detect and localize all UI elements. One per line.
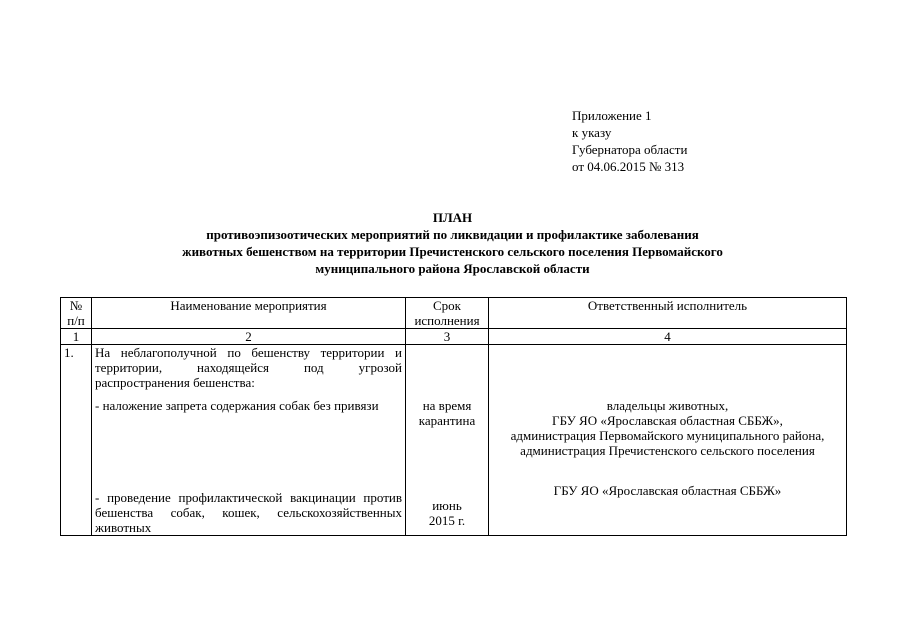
- term-item: 2015 г.: [428, 513, 466, 528]
- table-row: [61, 345, 847, 536]
- executor-item: владельцы животных,: [606, 398, 729, 413]
- table-header-row: [61, 298, 847, 329]
- term-item: на время: [422, 398, 472, 413]
- executor-item: администрация Первомайского муниципального района, администрация Пречистенского сельского поселения: [510, 428, 825, 458]
- row-executors: [489, 345, 847, 536]
- header-name: Наименование мероприятия: [92, 298, 406, 329]
- plan-table: [60, 297, 847, 536]
- row-number: 1.: [61, 345, 92, 536]
- column-number-row: [61, 329, 847, 345]
- title-line: противоэпизоотических мероприятий по ликвидации и профилактике заболевания: [206, 227, 699, 242]
- executor-item: ГБУ ЯО «Ярославская областная СББЖ»,: [552, 413, 783, 428]
- document-title: [60, 209, 845, 277]
- column-number: 3: [406, 329, 489, 345]
- appendix-line: Приложение 1: [572, 108, 652, 123]
- appendix-date-line: от 04.06.2015 № 313: [572, 159, 685, 174]
- title-heading: ПЛАН: [432, 210, 473, 225]
- executor-item: ГБУ ЯО «Ярославская областная СББЖ»: [553, 483, 782, 498]
- appendix-line: к указу: [572, 125, 612, 140]
- appendix-note: [572, 107, 687, 175]
- row-measures: [92, 345, 406, 536]
- measure-item: - проведение профилактической вакцинации против бешенства собак, кошек, сельскохозяйственных животных: [95, 490, 402, 535]
- column-number: 1: [61, 329, 92, 345]
- appendix-line: Губернатора области: [572, 142, 688, 157]
- term-item: карантина: [418, 413, 476, 428]
- header-executor: Ответственный исполнитель: [489, 298, 847, 329]
- header-term: Срок исполнения: [406, 298, 489, 329]
- title-line: животных бешенством на территории Пречистенского сельского поселения Первомайского: [182, 244, 723, 259]
- column-number: 2: [92, 329, 406, 345]
- measure-item: - наложение запрета содержания собак без привязи: [95, 398, 379, 413]
- title-line: муниципального района Ярославской области: [315, 261, 590, 276]
- row-terms: [406, 345, 489, 536]
- row-intro: На неблагополучной по бешенству территории и территории, находящейся под угрозой распространения бешенства:: [95, 345, 402, 390]
- term-item: июнь: [432, 498, 462, 513]
- column-number: 4: [489, 329, 847, 345]
- header-number: № п/п: [61, 298, 92, 329]
